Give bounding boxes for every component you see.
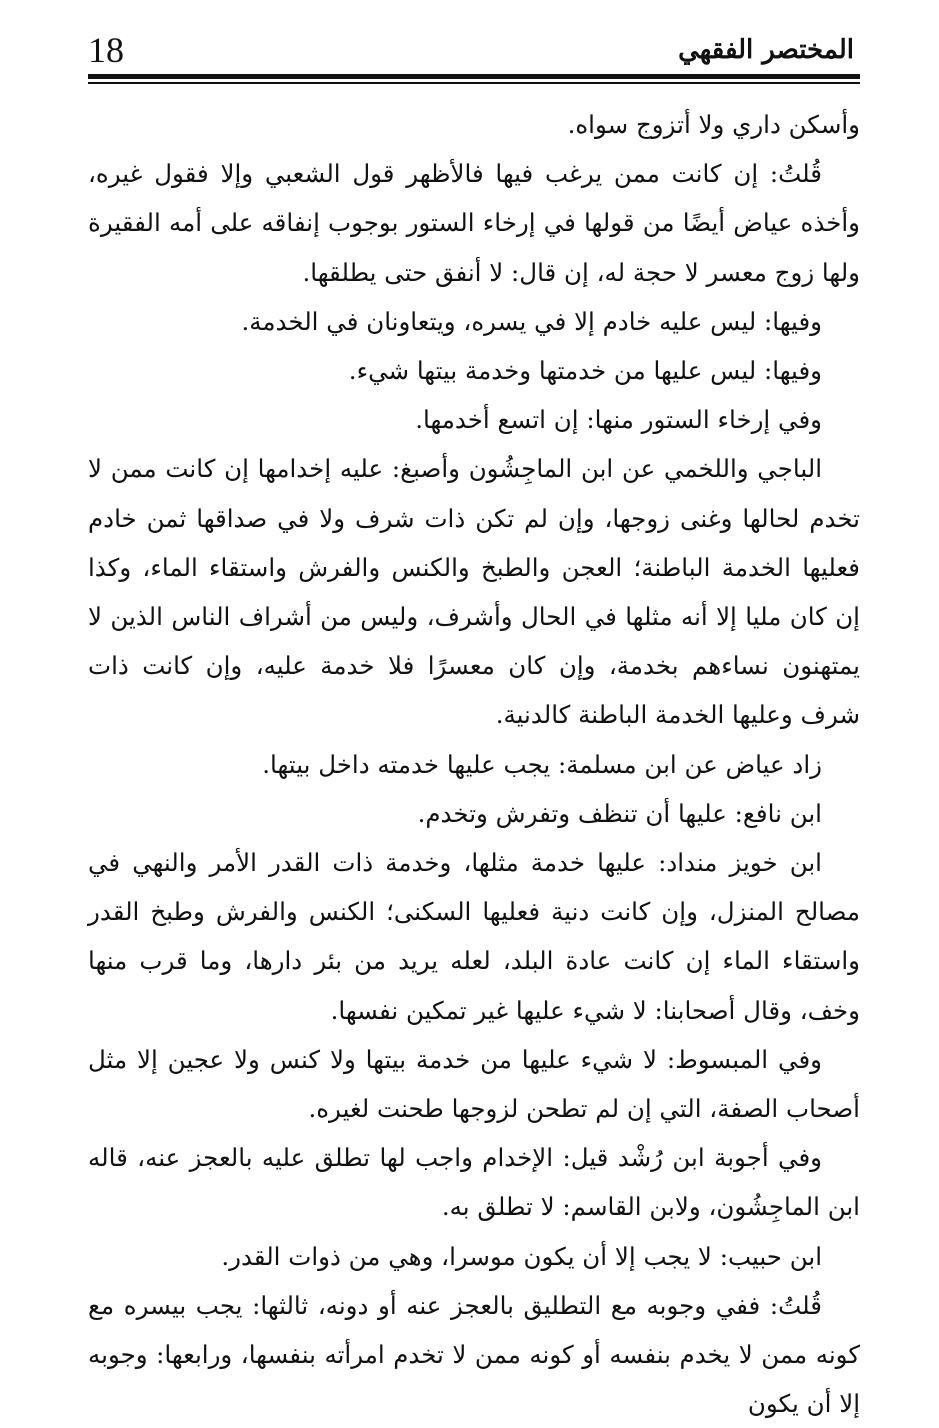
- paragraph: زاد عياض عن ابن مسلمة: يجب عليها خدمته داخل بيتها.: [262, 749, 822, 779]
- paragraph: وفي إرخاء الستور منها: إن اتسع أخدمها.: [415, 405, 822, 435]
- running-title: المختصر الفقهي: [678, 35, 854, 65]
- body-text: [88, 100, 860, 1428]
- paragraph: وفيها: ليس عليها من خدمتها وخدمة بيتها شيء.: [348, 356, 822, 386]
- paragraph: وفي أجوبة ابن رُشْد قيل: الإخدام واجب لها تطلق عليه بالعجز عنه، قاله ابن الماجِشُون، ولابن القاسم: لا تطلق به.: [88, 1143, 860, 1222]
- page-header: [88, 28, 860, 72]
- paragraph: قُلتُ: إن كانت ممن يرغب فيها فالأظهر قول الشعبي وإلا فقول غيره، وأخذه عياض أيضًا من قولها في إرخاء الستور بوجوب إنفاقه على أمه الفقيرة ولها زوج معسر لا حجة له، إن قال: لا أنفق حتى يطلقها.: [88, 159, 860, 287]
- paragraph: الباجي واللخمي عن ابن الماجِشُون وأصبغ: عليه إخدامها إن كانت ممن لا تخدم لحالها وغنى زوجها، وإن لم تكن ذات شرف ولا في صداقها ثمن خادم فعليها الخدمة الباطنة؛ العجن والطبخ والكنس والفرش واستقاء الماء، وكذا إن كان مليا إلا أنه مثلها في الحال وأشرف، وليس من أشراف الناس الذين لا يمتهنون نساءهم بخدمة، وإن كان معسرًا فلا خدمة عليه، وإن كانت ذات شرف وعليها الخدمة الباطنة كالدنية.: [88, 454, 860, 730]
- header-rule-thick: [88, 74, 860, 79]
- paragraph: ابن خويز منداد: عليها خدمة مثلها، وخدمة ذات القدر الأمر والنهي في مصالح المنزل، وإن كانت دنية فعليها السكنى؛ الكنس والفرش وطبخ القدر واستقاء الماء إن كانت عادة البلد، لعله يريد من بئر دارها، وما قرب منها وخف، وقال أصحابنا: لا شيء عليها غير تمكين نفسها.: [88, 848, 860, 1025]
- paragraph: ابن حبيب: لا يجب إلا أن يكون موسرا، وهي من ذوات القدر.: [221, 1241, 822, 1271]
- paragraph: وأسكن داري ولا أتزوج سواه.: [567, 110, 860, 139]
- paragraph: وفيها: ليس عليه خادم إلا في يسره، ويتعاونان في الخدمة.: [241, 306, 822, 336]
- paragraph: وفي المبسوط: لا شيء عليها من خدمة بيتها ولا كنس ولا عجين إلا مثل أصحاب الصفة، التي إن لم تطحن لزوجها طحنت لغيره.: [88, 1044, 860, 1124]
- header-rule-thin: [88, 82, 860, 84]
- paragraph: ابن نافع: عليها أن تنظف وتفرش وتخدم.: [417, 798, 822, 828]
- page-number: 18: [88, 30, 124, 70]
- paragraph: قُلتُ: ففي وجوبه مع التطليق بالعجز عنه أو دونه، ثالثها: يجب بيسره مع كونه ممن لا يخدم بنفسه أو كونه ممن لا تخدم امرأته بنفسها، ورابعها: وجوبه إلا أن يكون: [88, 1290, 860, 1419]
